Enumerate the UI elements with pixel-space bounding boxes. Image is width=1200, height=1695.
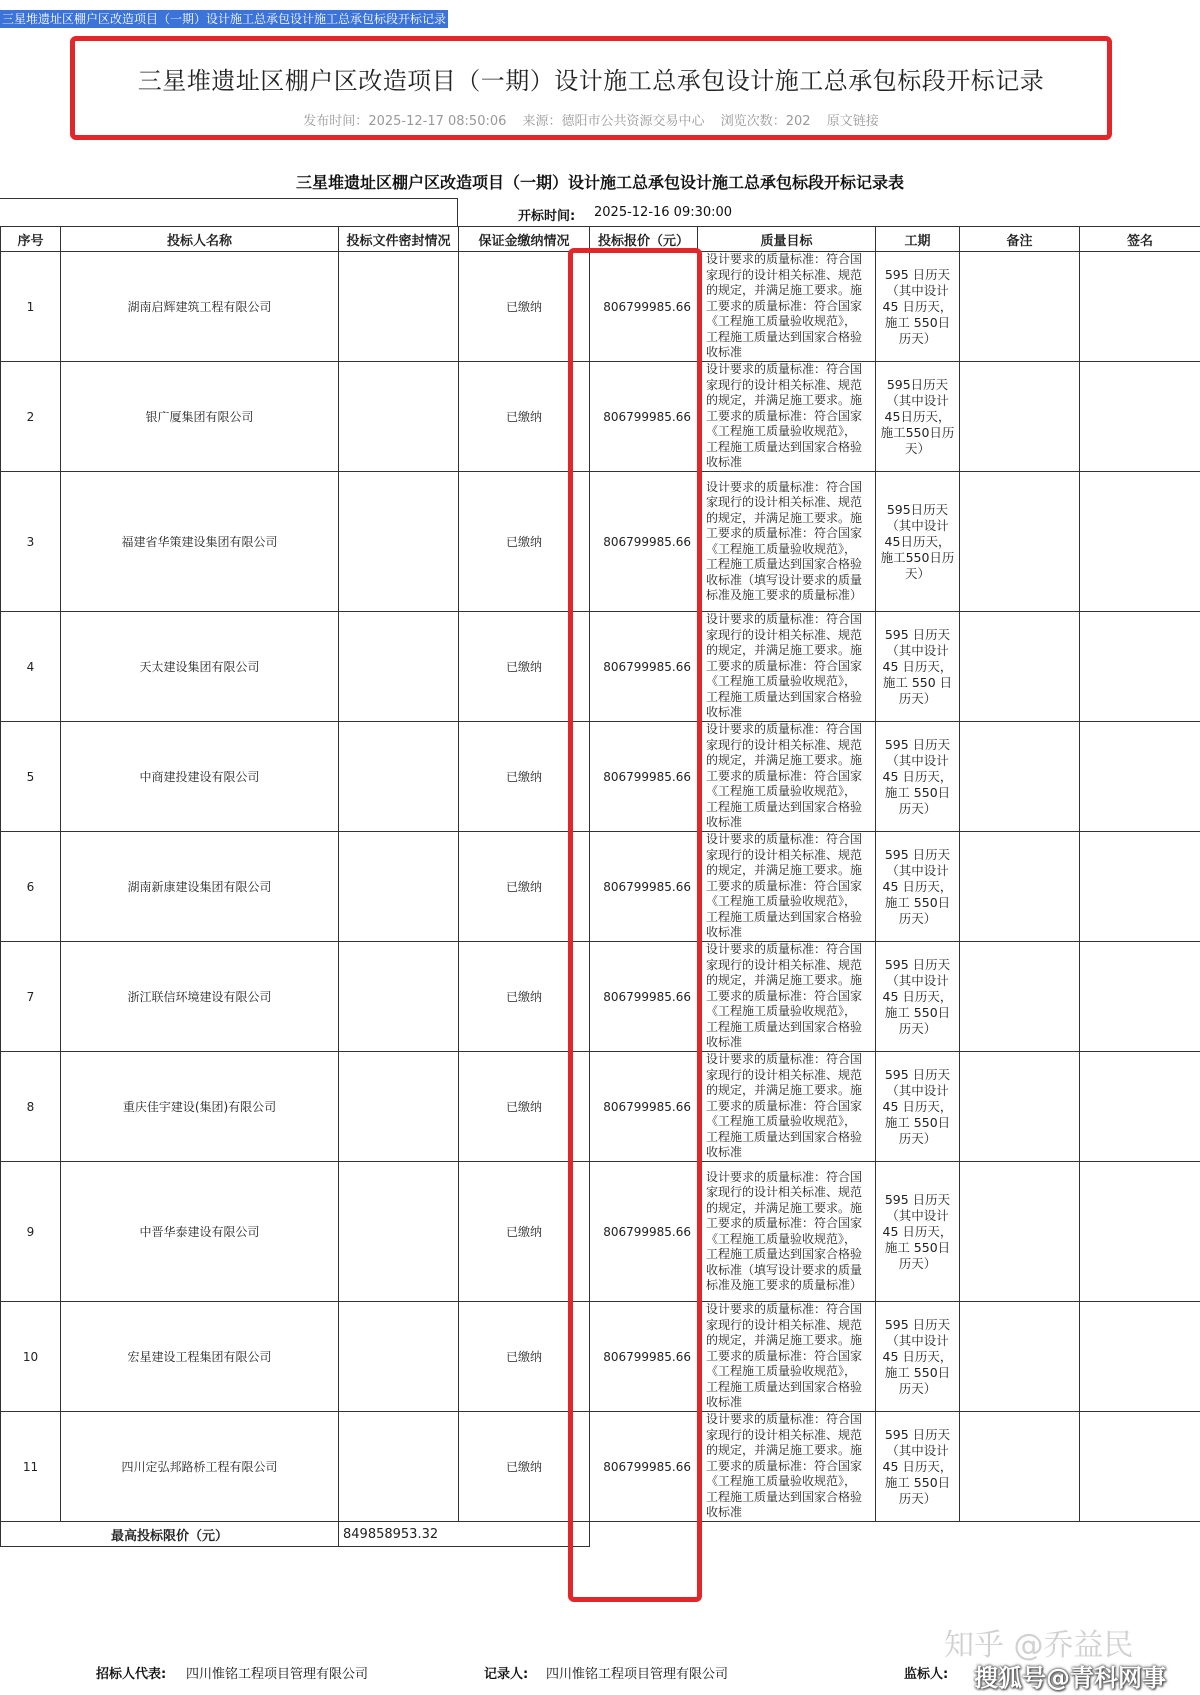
max-price-value: 849858953.32 xyxy=(339,1522,590,1547)
seal-status xyxy=(339,612,459,722)
row-index: 5 xyxy=(1,722,61,832)
row-index: 3 xyxy=(1,472,61,612)
views-value: 202 xyxy=(785,114,811,129)
source-label: 来源： xyxy=(522,114,562,129)
publish-time-value: 2025-12-17 08:50:06 xyxy=(368,114,507,129)
row-index: 1 xyxy=(1,252,61,362)
signature xyxy=(1080,722,1200,832)
quality-target: 设计要求的质量标准：符合国家现行的设计相关标准、规范的规定，并满足施工要求。施工要求的质量标准：符合国家《工程施工质量验收规范》，工程施工质量达到国家合格验收标准 xyxy=(698,1302,876,1412)
row-index: 10 xyxy=(1,1302,61,1412)
quality-target: 设计要求的质量标准：符合国家现行的设计相关标准、规范的规定，并满足施工要求。施工要求的质量标准：符合国家《工程施工质量验收规范》，工程施工质量达到国家合格验收标准 xyxy=(698,832,876,942)
row-index: 2 xyxy=(1,362,61,472)
signature xyxy=(1080,472,1200,612)
remarks xyxy=(960,612,1080,722)
deposit-status: 已缴纳 xyxy=(459,1412,590,1522)
views xyxy=(721,114,811,129)
bidder-name: 中晋华泰建设有限公司 xyxy=(61,1162,339,1302)
remarks xyxy=(960,1412,1080,1522)
signature xyxy=(1080,1052,1200,1162)
bid-price: 806799985.66 xyxy=(590,612,698,722)
table-row xyxy=(1,612,1200,722)
remarks xyxy=(960,832,1080,942)
zhihu-watermark: 知乎 @乔益民 xyxy=(944,1628,1134,1663)
bidder-name: 湖南新康建设集团有限公司 xyxy=(61,832,339,942)
row-index: 7 xyxy=(1,942,61,1052)
duration: 595日历天（其中设计45日历天，施工550日历天） xyxy=(876,472,960,612)
duration: 595 日历天（其中设计 45 日历天，施工 550日历天） xyxy=(876,832,960,942)
remarks xyxy=(960,1162,1080,1302)
deposit-status: 已缴纳 xyxy=(459,942,590,1052)
open-time-value: 2025-12-16 09:30:00 xyxy=(594,205,733,220)
bid-record-table xyxy=(0,226,1200,1547)
bid-price: 806799985.66 xyxy=(590,1412,698,1522)
quality-target: 设计要求的质量标准：符合国家现行的设计相关标准、规范的规定，并满足施工要求。施工要求的质量标准：符合国家《工程施工质量验收规范》，工程施工质量达到国家合格验收标准 xyxy=(698,942,876,1052)
signature xyxy=(1080,1162,1200,1302)
table-row xyxy=(1,1412,1200,1522)
seal-status xyxy=(339,722,459,832)
bid-price: 806799985.66 xyxy=(590,1162,698,1302)
signature xyxy=(1080,362,1200,472)
article-title: 三星堆遗址区棚户区改造项目（一期）设计施工总承包设计施工总承包标段开标记录 xyxy=(137,67,1045,95)
deposit-status: 已缴纳 xyxy=(459,1162,590,1302)
remarks xyxy=(960,472,1080,612)
duration: 595 日历天（其中设计 45 日历天，施工 550 日历天） xyxy=(876,612,960,722)
table-row xyxy=(1,832,1200,942)
seal-status xyxy=(339,1162,459,1302)
signature xyxy=(1080,612,1200,722)
bidder-name: 浙江联信环境建设有限公司 xyxy=(61,942,339,1052)
deposit-status: 已缴纳 xyxy=(459,722,590,832)
duration: 595日历天（其中设计45日历天，施工550日历天） xyxy=(876,362,960,472)
signature xyxy=(1080,1302,1200,1412)
seal-status xyxy=(339,1302,459,1412)
duration: 595 日历天（其中设计 45 日历天，施工 550日历天） xyxy=(876,722,960,832)
col-duration-header: 工期 xyxy=(876,227,960,252)
seal-status xyxy=(339,252,459,362)
seal-status xyxy=(339,942,459,1052)
table-row xyxy=(1,252,1200,362)
agent-value: 四川惟铭工程项目管理有限公司 xyxy=(186,1667,369,1682)
table-row xyxy=(1,722,1200,832)
col-signature-header: 签名 xyxy=(1080,227,1200,252)
bid-price: 806799985.66 xyxy=(590,472,698,612)
bid-price: 806799985.66 xyxy=(590,722,698,832)
duration: 595 日历天（其中设计 45 日历天，施工 550日历天） xyxy=(876,942,960,1052)
bid-price: 806799985.66 xyxy=(590,1052,698,1162)
remarks xyxy=(960,1302,1080,1412)
bid-price: 806799985.66 xyxy=(590,832,698,942)
remarks xyxy=(960,1052,1080,1162)
bidder-name: 天太建设集团有限公司 xyxy=(61,612,339,722)
table-row xyxy=(1,942,1200,1052)
col-quality-target-header: 质量目标 xyxy=(698,227,876,252)
source-value[interactable]: 德阳市公共资源交易中心 xyxy=(561,114,705,129)
row-index: 8 xyxy=(1,1052,61,1162)
bid-price: 806799985.66 xyxy=(590,1302,698,1412)
bidder-name: 中商建投建设有限公司 xyxy=(61,722,339,832)
recorder-value: 四川惟铭工程项目管理有限公司 xyxy=(546,1667,729,1682)
remarks xyxy=(960,722,1080,832)
quality-target: 设计要求的质量标准：符合国家现行的设计相关标准、规范的规定，并满足施工要求。施工要求的质量标准：符合国家《工程施工质量验收规范》，工程施工质量达到国家合格验收标准（填写设计要求的质量标准及施工要求的质量标准） xyxy=(698,472,876,612)
signature xyxy=(1080,252,1200,362)
col-bid-price-header: 投标报价（元） xyxy=(590,227,698,252)
source xyxy=(523,114,705,129)
article-meta xyxy=(75,110,1107,129)
table-row xyxy=(1,1162,1200,1302)
table-row xyxy=(1,1052,1200,1162)
quality-target: 设计要求的质量标准：符合国家现行的设计相关标准、规范的规定，并满足施工要求。施工要求的质量标准：符合国家《工程施工质量验收规范》，工程施工质量达到国家合格验收标准 xyxy=(698,612,876,722)
col-remarks-header: 备注 xyxy=(960,227,1080,252)
bidder-name: 重庆佳宇建设(集团)有限公司 xyxy=(61,1052,339,1162)
signature xyxy=(1080,1412,1200,1522)
bidder-name: 银广厦集团有限公司 xyxy=(61,362,339,472)
remarks xyxy=(960,362,1080,472)
deposit-status: 已缴纳 xyxy=(459,612,590,722)
bid-price: 806799985.66 xyxy=(590,942,698,1052)
quality-target: 设计要求的质量标准：符合国家现行的设计相关标准、规范的规定，并满足施工要求。施工要求的质量标准：符合国家《工程施工质量验收规范》，工程施工质量达到国家合格验收标准 xyxy=(698,1052,876,1162)
quality-target: 设计要求的质量标准：符合国家现行的设计相关标准、规范的规定，并满足施工要求。施工要求的质量标准：符合国家《工程施工质量验收规范》，工程施工质量达到国家合格验收标准 xyxy=(698,1412,876,1522)
table-row xyxy=(1,472,1200,612)
quality-target: 设计要求的质量标准：符合国家现行的设计相关标准、规范的规定，并满足施工要求。施工要求的质量标准：符合国家《工程施工质量验收规范》，工程施工质量达到国家合格验收标准 xyxy=(698,362,876,472)
duration: 595 日历天（其中设计 45 日历天，施工 550日历天） xyxy=(876,1302,960,1412)
bid-price: 806799985.66 xyxy=(590,252,698,362)
quality-target: 设计要求的质量标准：符合国家现行的设计相关标准、规范的规定，并满足施工要求。施工要求的质量标准：符合国家《工程施工质量验收规范》，工程施工质量达到国家合格验收标准（填写设计要求的质量标准及施工要求的质量标准） xyxy=(698,1162,876,1302)
duration: 595 日历天（其中设计 45 日历天，施工 550日历天） xyxy=(876,1162,960,1302)
article-header-highlight xyxy=(70,36,1112,140)
views-label: 浏览次数： xyxy=(720,114,786,129)
signature xyxy=(1080,942,1200,1052)
publish-time-label: 发布时间： xyxy=(303,114,369,129)
col-bidder-name-header: 投标人名称 xyxy=(61,227,339,252)
quality-target: 设计要求的质量标准：符合国家现行的设计相关标准、规范的规定，并满足施工要求。施工要求的质量标准：符合国家《工程施工质量验收规范》，工程施工质量达到国家合格验收标准 xyxy=(698,722,876,832)
open-time-label: 开标时间: xyxy=(518,209,576,224)
supervisor-label: 监标人: xyxy=(904,1667,949,1682)
deposit-status: 已缴纳 xyxy=(459,1052,590,1162)
row-index: 9 xyxy=(1,1162,61,1302)
bid-price: 806799985.66 xyxy=(590,362,698,472)
row-index: 4 xyxy=(1,612,61,722)
signature xyxy=(1080,832,1200,942)
sheet-title: 三星堆遗址区棚户区改造项目（一期）设计施工总承包设计施工总承包标段开标记录表 xyxy=(295,173,904,192)
deposit-status: 已缴纳 xyxy=(459,362,590,472)
original-link[interactable]: 原文链接 xyxy=(826,114,879,129)
max-price-blank xyxy=(590,1522,1200,1547)
deposit-status: 已缴纳 xyxy=(459,1302,590,1412)
selected-title-text: 三星堆遗址区棚户区改造项目（一期）设计施工总承包设计施工总承包标段开标记录 xyxy=(2,12,447,26)
duration: 595 日历天（其中设计 45 日历天，施工 550日历天） xyxy=(876,252,960,362)
seal-status xyxy=(339,362,459,472)
col-index-header: 序号 xyxy=(1,227,61,252)
deposit-status: 已缴纳 xyxy=(459,252,590,362)
col-seal-status-header: 投标文件密封情况 xyxy=(339,227,459,252)
seal-status xyxy=(339,1412,459,1522)
quality-target: 设计要求的质量标准：符合国家现行的设计相关标准、规范的规定，并满足施工要求。施工要求的质量标准：符合国家《工程施工质量验收规范》，工程施工质量达到国家合格验收标准 xyxy=(698,252,876,362)
seal-status xyxy=(339,1052,459,1162)
seal-status xyxy=(339,832,459,942)
max-price-label: 最高投标限价（元） xyxy=(1,1522,339,1547)
table-row xyxy=(1,362,1200,472)
agent-label: 招标人代表: xyxy=(96,1667,167,1682)
publish-time xyxy=(303,114,506,129)
remarks xyxy=(960,942,1080,1052)
duration: 595 日历天（其中设计 45 日历天，施工 550日历天） xyxy=(876,1052,960,1162)
table-row xyxy=(1,1302,1200,1412)
deposit-status: 已缴纳 xyxy=(459,832,590,942)
deposit-status: 已缴纳 xyxy=(459,472,590,612)
row-index: 6 xyxy=(1,832,61,942)
sohu-watermark: 搜狐号@青科网事 xyxy=(974,1664,1166,1692)
seal-status xyxy=(339,472,459,612)
bidder-name: 宏星建设工程集团有限公司 xyxy=(61,1302,339,1412)
bidder-name: 四川定弘邦路桥工程有限公司 xyxy=(61,1412,339,1522)
col-deposit-status-header: 保证金缴纳情况 xyxy=(459,227,590,252)
duration: 595 日历天（其中设计 45 日历天，施工 550日历天） xyxy=(876,1412,960,1522)
recorder-label: 记录人: xyxy=(484,1667,529,1682)
remarks xyxy=(960,252,1080,362)
open-time xyxy=(0,198,1200,226)
max-price-row xyxy=(1,1522,1200,1547)
bidder-name: 福建省华策建设集团有限公司 xyxy=(61,472,339,612)
bidder-name: 湖南启辉建筑工程有限公司 xyxy=(61,252,339,362)
row-index: 11 xyxy=(1,1412,61,1522)
table-header-row xyxy=(1,227,1200,252)
